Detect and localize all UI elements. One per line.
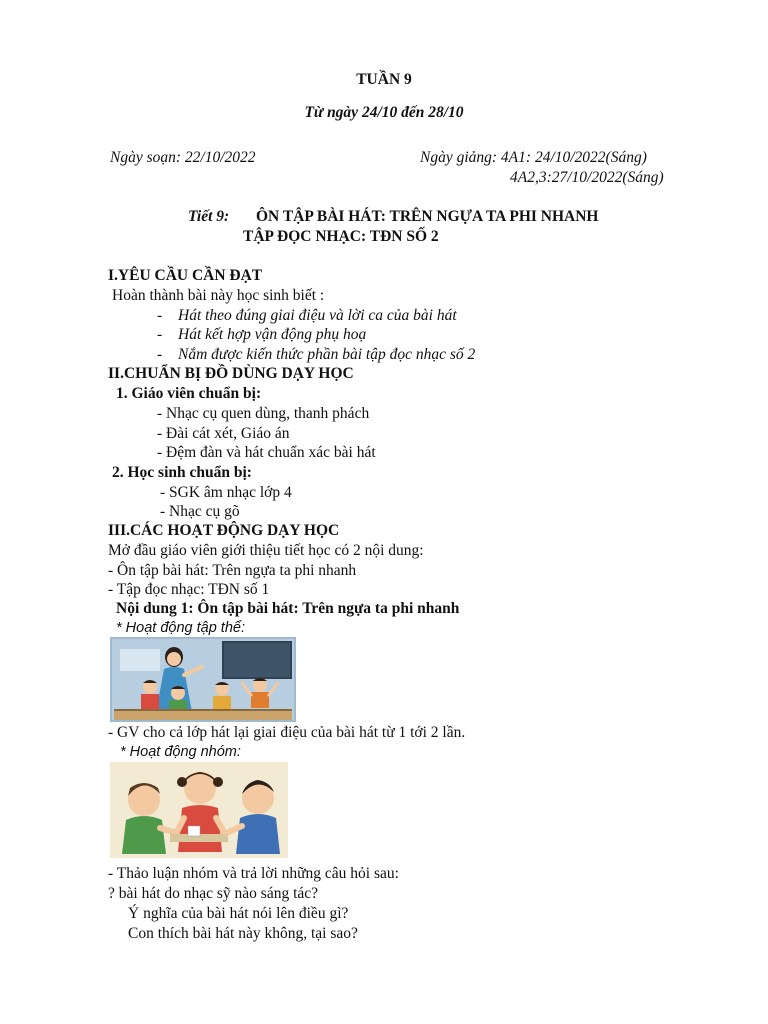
section1-heading: I.YÊU CẦU CẦN ĐẠT: [108, 267, 263, 284]
section3-item: - Ôn tập bài hát: Trên ngựa ta phi nhanh: [108, 562, 357, 579]
lesson-title-line2: TẬP ĐỌC NHẠC: TĐN SỐ 2: [243, 228, 439, 245]
section3-intro: Mở đầu giáo viên giới thiệu tiết học có 2 nội dung:: [108, 542, 424, 559]
teacher-prep-heading: 1. Giáo viên chuẩn bị:: [116, 385, 262, 402]
question: Ý nghĩa của bài hát nói lên điều gì?: [128, 905, 349, 922]
question: Con thích bài hát này không, tại sao?: [128, 925, 358, 942]
discussion-instruction: - Thảo luận nhóm và trả lời những câu hỏi sau:: [108, 865, 399, 882]
section1-bullet: Nắm được kiến thức phần bài tập đọc nhạc số 2: [178, 346, 476, 363]
bullet-dash: -: [157, 307, 163, 324]
teacher-prep-item: - Đài cát xét, Giáo án: [157, 425, 290, 442]
activity-team-label: * Hoạt động nhóm:: [120, 744, 241, 760]
student-prep-item: - Nhạc cụ gõ: [160, 503, 240, 520]
week-title: TUẦN 9: [356, 71, 412, 88]
bullet-dash: -: [157, 326, 163, 343]
section1-bullet: Hát kết hợp vận động phụ hoạ: [178, 326, 367, 343]
teaching-date-2: 4A2,3:27/10/2022(Sáng): [510, 169, 664, 186]
prepared-date: Ngày soạn: 22/10/2022: [110, 149, 256, 166]
section3-item: - Tập đọc nhạc: TĐN số 1: [108, 581, 270, 598]
teaching-date-1: Ngày giảng: 4A1: 24/10/2022(Sáng): [420, 149, 647, 166]
teacher-prep-item: - Đệm đàn và hát chuẩn xác bài hát: [157, 444, 376, 461]
lesson-title-line1: ÔN TẬP BÀI HÁT: TRÊN NGỰA TA PHI NHANH: [256, 208, 599, 225]
section2-heading: II.CHUẨN BỊ ĐỒ DÙNG DẠY HỌC: [108, 365, 354, 382]
date-range: Từ ngày 24/10 đến 28/10: [304, 104, 464, 121]
section1-bullet: Hát theo đúng giai điệu và lời ca của bài hát: [178, 307, 457, 324]
question: ? bài hát do nhạc sỹ nào sáng tác?: [108, 885, 319, 902]
section3-heading: III.CÁC HOẠT ĐỘNG DẠY HỌC: [108, 522, 340, 539]
student-prep-heading: 2. Học sinh chuẩn bị:: [112, 464, 252, 481]
section1-intro: Hoàn thành bài này học sinh biết :: [112, 287, 325, 304]
student-prep-item: - SGK âm nhạc lớp 4: [160, 484, 292, 501]
lesson-number: Tiết 9:: [188, 208, 230, 225]
content1-heading: Nội dung 1: Ôn tập bài hát: Trên ngựa ta phi nhanh: [116, 600, 460, 617]
group-illustration: [110, 762, 288, 858]
teacher-prep-item: - Nhạc cụ quen dùng, thanh phách: [157, 405, 370, 422]
activity-group-label: * Hoạt động tập thể:: [116, 620, 245, 636]
class-sing-instruction: - GV cho cả lớp hát lại giai điệu của bài hát từ 1 tới 2 lần.: [108, 724, 466, 741]
bullet-dash: -: [157, 346, 163, 363]
classroom-illustration: [110, 637, 296, 722]
